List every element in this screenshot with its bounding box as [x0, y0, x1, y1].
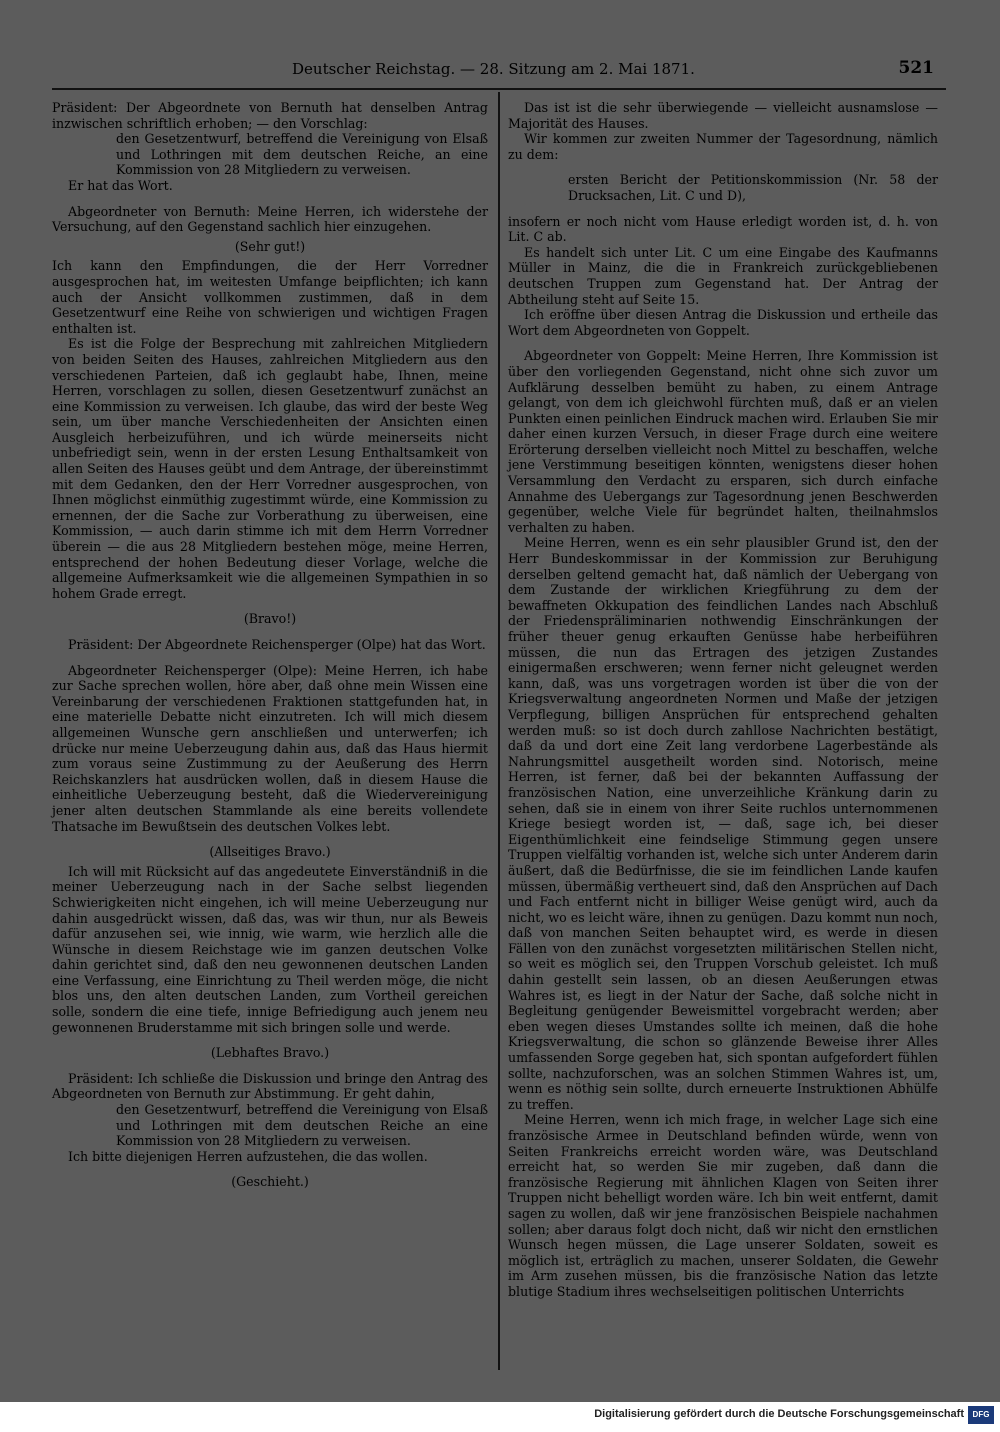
paragraph: Es handelt sich unter Lit. C um eine Eingabe des Kaufmanns Müller in Mainz, die die in Frankreich zurückgebliebenen deutschen Truppen zum Gegenstand hat. Der Antrag der Abtheilung steht auf Seite 15. [508, 244, 938, 307]
paragraph: Er hat das Wort. [68, 177, 173, 193]
paragraph: Präsident: Der Abgeordnete Reichensperger (Olpe) hat das Wort. [68, 637, 486, 652]
header-rule [52, 88, 946, 90]
paragraph: Ich eröffne über diesen Antrag die Diskussion und ertheile das Wort dem Abgeordneten von Goppelt. [508, 307, 938, 338]
paragraph: Meine Herren, wenn ich mich frage, in welcher Lage sich eine französische Armee in Deutschland befinden würde, wenn von Seiten Frankreichs erreicht worden wäre, was Deutschland erreicht hat, so werden Sie mir zugeben, daß dann die französische Regierung mit ähnlichen Klagen von Seiten ihrer Truppen nicht behelligt worden wäre. Ich bin weit entfernt, damit sagen zu wollen, daß wir jene französischen Beispiele nachahmen sollen; aber daraus folgt doch nicht, daß wir nicht den ernstlichen Wunsch hegen müssen, die Lage unserer Soldaten, soweit es möglich ist, erträglich zu machen, unserer Soldaten, die Gewehr im Arm zusehen müssen, bis die französische Nation das letzte blutige Stadium ihres wechselseitigen politischen Unterrichts [508, 1112, 938, 1299]
page-number: 521 [898, 58, 934, 78]
left-column [52, 100, 488, 1194]
agenda-item: ersten Bericht der Petitionskommission (Nr. 58 der Drucksachen, Lit. C und D), [568, 172, 938, 203]
interjection: (Lebhaftes Bravo.) [210, 1045, 330, 1061]
paragraph: insofern er noch nicht vom Hause erledigt worden ist, d. h. von Lit. C ab. [508, 213, 938, 245]
page-header [52, 60, 946, 86]
interjection: (Geschieht.) [231, 1174, 309, 1190]
quoted-motion: den Gesetzentwurf, betreffend die Vereinigung von Elsaß und Lothringen mit dem deutschen Reiche an eine Kommission von 28 Mitgliedern zu verweisen. [116, 1102, 488, 1149]
paragraph: Ich kann den Empfindungen, die der Herr Vorredner ausgesprochen hat, im weitesten Umfange beipflichten; ich kann auch der Ansicht vollkommen zustimmen, daß in dem Gesetzentwurf eine Reihe von schwierigen und wichtigen Fragen enthalten ist. [52, 258, 488, 336]
dfg-logo: DFG [968, 1406, 994, 1424]
interjection: (Allseitiges Bravo.) [209, 844, 331, 860]
interjection: (Sehr gut!) [234, 238, 306, 254]
quoted-motion: den Gesetzentwurf, betreffend die Vereinigung von Elsaß und Lothringen mit dem deutschen Reiche, an eine Kommission von 28 Mitgliedern zu verweisen. [116, 131, 488, 178]
paragraph: Das ist ist die sehr überwiegende — vielleicht ausnamslose — Majorität des Hauses. [508, 100, 938, 131]
paragraph: Abgeordneter von Bernuth: Meine Herren, ich widerstehe der Versuchung, auf den Gegenstand sachlich hier einzugehen. [52, 203, 488, 235]
right-column [508, 100, 938, 1300]
paragraph: Präsident: Ich schließe die Diskussion und bringe den Antrag des Abgeordneten von Bernuth zur Abstimmung. Er geht dahin, [52, 1070, 488, 1102]
paragraph: Abgeordneter von Goppelt: Meine Herren, Ihre Kommission ist über den vorliegenden Gegenstand, nicht ohne sich zuvor um Aufklärung desselben bemüht zu haben, zu einem Antrage gelangt, von dem ich gleichwohl fürchten muß, daß er an vielen Punkten einen peinlichen Eindruck machen wird. Erlauben Sie mir daher einen kurzen Versuch, in dieser Frage durch eine weitere Erörterung derselben vielleicht noch Mittel zu beschaffen, welche jene Verstimmung beseitigen könnten, wenigstens dieser hohen Versammlung den Verdacht zu ersparen, sich durch einfache Annahme des Uebergangs zur Tagesordnung jenen Beschwerden gegenüber, welche Viele für begründet halten, theilnahmslos verhalten zu haben. [508, 348, 938, 535]
paragraph: Präsident: Der Abgeordnete von Bernuth hat denselben Antrag inzwischen schriftlich erhoben; — den Vorschlag: [52, 100, 488, 131]
paragraph: Ich will mit Rücksicht auf das angedeutete Einverständniß in die meiner Ueberzeugung nach in der Sache selbst liegenden Schwierigkeiten nicht eingehen, ich will meine Ueberzeugung nur dahin ausgedrückt wissen, daß das, was wir thun, nur als Beweis dafür anzusehen sei, wie innig, wie warm, wie herzlich alle die Wünsche in diesem Reichstage wie im ganzen deutschen Volke dahin gerichtet sind, daß den neu gewonnenen deutschen Landen eine Verfassung, eine Einrichtung zu Theil werden möge, die nicht blos uns, den alten deutschen Landen, zum Vortheil gereichen solle, sondern die eine tiefe, innige Befriedigung auch jenem neu gewonnenen Bruderstamme mit sich bringen solle und werde. [52, 863, 488, 1035]
paragraph: Abgeordneter Reichensperger (Olpe): Meine Herren, ich habe zur Sache sprechen wollen, höre aber, daß ohne mein Wissen eine Vereinbarung der verschiedenen Fraktionen stattgefunden hat, in eine materielle Debatte nicht einzutreten. Ich will mich diesem allgemeinen Wunsche gern anschließen und unterwerfen; ich drücke nur meine Ueberzeugung dahin aus, daß das Haus hiermit zum voraus seine Zustimmung zu der Aeußerung des Herrn Reichskanzlers hat ausdrücken wollen, daß in diesem Hause die einheitliche Ueberzeugung besteht, daß die Wiedervereinigung jener alten deutschen Stammlande als eine bereits vollendete Thatsache im Bewußtsein des deutschen Volkes lebt. [52, 662, 488, 834]
footer [0, 1402, 1000, 1432]
digitization-credit: Digitalisierung gefördert durch die Deutsche Forschungsgemeinschaft [594, 1408, 964, 1420]
paragraph: Wir kommen zur zweiten Nummer der Tagesordnung, nämlich zu dem: [508, 131, 938, 162]
paragraph: Es ist die Folge der Besprechung mit zahlreichen Mitgliedern von beiden Seiten des Hauses, zahlreichen Mitgliedern aus den verschiedenen Parteien, daß ich geglaubt habe, Ihnen, meine Herren, vorschlagen zu sollen, diesen Gesetzentwurf zunächst an eine Kommission zu verweisen. Ich glaube, das wird der beste Weg sein, um über manche Verschiedenheiten der Ansichten einen Ausgleich herbeizuführen, und ich würde meinerseits nicht unbefriedigt sein, wenn in der ersten Lesung Enthaltsamkeit von allen Seiten des Hauses geübt und dem Antrage, der übereinstimmt mit dem Gedanken, den der Herr Vorredner ausgesprochen, von Ihnen möglichst einmüthig zugestimmt würde, eine Kommission zu ernennen, der die Sache zur Vorberathung zu überweisen, eine Kommission, — auch darin stimme ich mit dem Herrn Vorredner überein — die aus 28 Mitgliedern bestehen möge, meine Herren, entsprechend der hohen Bedeutung dieser Vorlage, welche die allgemeine Aufmerksamkeit wie die allgemeinen Sympathien in so hohem Grade erregt. [52, 336, 488, 601]
running-title: Deutscher Reichstag. — 28. Sitzung am 2. Mai 1871. [292, 60, 695, 78]
paragraph: Meine Herren, wenn es ein sehr plausibler Grund ist, den der Herr Bundeskommissar in der Kommission zur Beruhigung derselben geltend gemacht hat, daß nämlich der Uebergang von dem Zustande der wirklichen Kriegführung zu dem der bewaffneten Okkupation des feindlichen Landes nach Abschluß der Friedenspräliminarien nothwendig Einschränkungen der früher theuer genug erkauften Genüsse habe herbeiführen müssen, die nun das Ertragen des jetzigen Zustandes einigermaßen erschweren; wenn ferner nicht geleugnet werden kann, daß, was uns vorgetragen worden ist über die von der Kriegsverwaltung angeordneten Normen und Maße der jetzigen Verpflegung, billigen Ansprüchen für entsprechend gehalten werden muß: so ist doch durch zahllose Nachrichten bestätigt, daß da und dort eine Zeit lang verdorbene Lagerbestände als Nahrungsmittel ausgetheilt worden sind. Notorisch, meine Herren, ist ferner, daß bei der bekannten Auffassung der französischen Nation, eine unverzeihliche Kränkung darin zu sehen, daß sie in einem von ihrer Seite ruchlos unternommenen Kriege besiegt worden ist, — daß, sage ich, bei dieser Eigenthümlichkeit eine feindselige Stimmung gegen unsere Truppen vielfältig vorhanden ist, welche sich unter Anderem darin äußert, daß die Bedürfnisse, die sie im feindlichen Lande kaufen müssen, übermäßig vertheuert sind, daß den Ansprüchen auf Dach und Fach entfernt nicht in billiger Weise genügt wird, auch da nicht, wo es leicht wäre, ihnen zu genügen. Dazu kommt nun noch, daß von manchen Seiten behauptet wird, es werde in diesen Fällen von den zunächst vorgesetzten militärischen Stellen nicht, so weit es möglich sei, den Truppen Vorschub geleistet. Ich muß dahin gestellt sein lassen, ob an diesen Aeußerungen etwas Wahres ist, es liegt in der Natur der Sache, daß solche nicht in Begleitung genügender Beweismittel vorgebracht werden; aber eben wegen dieses Umstandes sollte ich meinen, daß die hohe Kriegsverwaltung, die schon so glänzende Beweise ihrer Alles umfassenden Sorge gegeben hat, sich spontan aufgefordert fühlen sollte, nachzuforschen, was an solchen Stimmen Wahres ist, um, wenn es nöthig sein sollte, durch erneuerte Instruktionen Abhülfe zu treffen. [508, 535, 938, 1112]
interjection: (Bravo!) [243, 611, 297, 627]
column-divider [498, 92, 500, 1370]
paragraph: Ich bitte diejenigen Herren aufzustehen, die das wollen. [68, 1148, 428, 1164]
